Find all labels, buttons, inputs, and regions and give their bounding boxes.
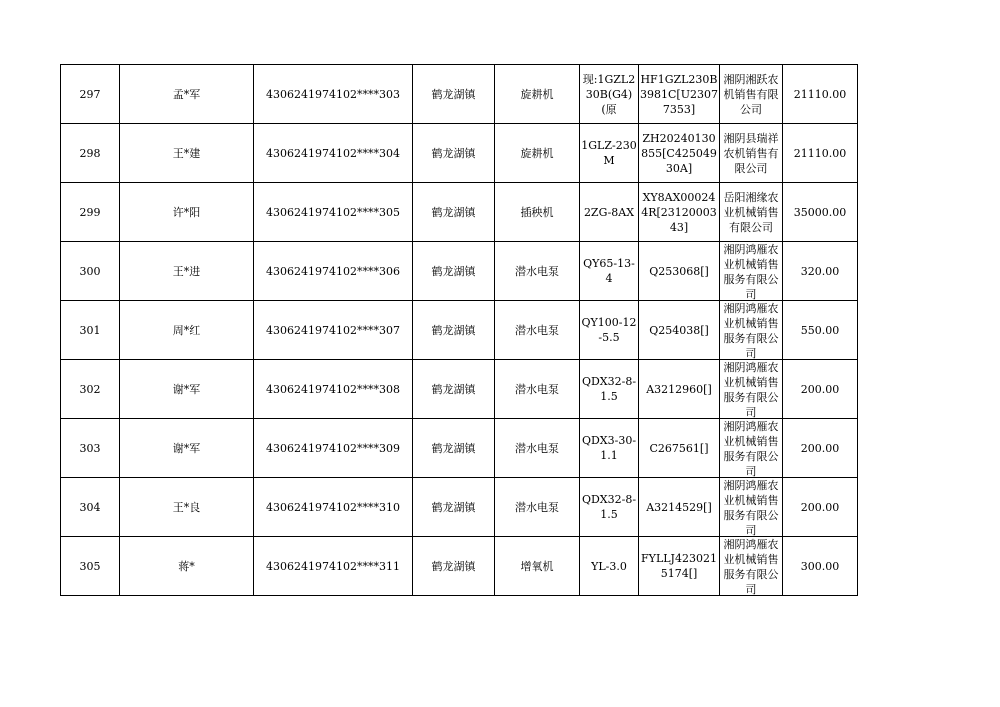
table-row xyxy=(61,65,858,124)
cell-dealer xyxy=(720,360,783,419)
cell-dealer xyxy=(720,478,783,537)
cell-model xyxy=(580,65,639,124)
cell-town: 鹤龙湖镇 xyxy=(413,124,495,183)
table-row xyxy=(61,301,858,360)
cell-serial-number xyxy=(639,478,720,537)
cell-row-number: 302 xyxy=(61,360,120,419)
cell-machine-type: 潜水电泵 xyxy=(495,242,580,301)
cell-subsidy-amount: 200.00 xyxy=(783,360,858,419)
cell-dealer-text: 湘阴湘跃农机销售有限公司 xyxy=(723,72,779,116)
cell-serial-number xyxy=(639,301,720,360)
cell-applicant-name: 周*红 xyxy=(120,301,254,360)
cell-id-number: 4306241974102****306 xyxy=(254,242,413,301)
table-row xyxy=(61,183,858,242)
cell-model-text: 现:1GZL230B(G4)(原 xyxy=(582,72,636,116)
cell-model xyxy=(580,301,639,360)
cell-serial-number-text: XY8AX000244R[2312000343] xyxy=(641,190,717,234)
cell-dealer-text: 湘阴县瑞祥农机销售有限公司 xyxy=(723,131,779,175)
cell-serial-number xyxy=(639,419,720,478)
cell-dealer xyxy=(720,65,783,124)
cell-model xyxy=(580,242,639,301)
cell-dealer xyxy=(720,242,783,301)
cell-town: 鹤龙湖镇 xyxy=(413,478,495,537)
cell-row-number: 301 xyxy=(61,301,120,360)
cell-machine-type: 插秧机 xyxy=(495,183,580,242)
cell-machine-type: 旋耕机 xyxy=(495,124,580,183)
cell-applicant-name: 谢*军 xyxy=(120,360,254,419)
cell-serial-number-text: C267561[] xyxy=(649,441,709,455)
table-row xyxy=(61,360,858,419)
cell-dealer xyxy=(720,301,783,360)
cell-serial-number xyxy=(639,183,720,242)
cell-id-number: 4306241974102****310 xyxy=(254,478,413,537)
table-body xyxy=(61,65,858,596)
cell-row-number: 303 xyxy=(61,419,120,478)
cell-applicant-name: 蒋* xyxy=(120,537,254,596)
cell-id-number: 4306241974102****305 xyxy=(254,183,413,242)
cell-subsidy-amount: 35000.00 xyxy=(783,183,858,242)
cell-id-number: 4306241974102****304 xyxy=(254,124,413,183)
cell-dealer-text: 湘阴鸿雁农业机械销售服务有限公司 xyxy=(723,538,779,595)
table-row xyxy=(61,124,858,183)
cell-dealer-text: 湘阴鸿雁农业机械销售服务有限公司 xyxy=(723,302,779,359)
cell-machine-type: 潜水电泵 xyxy=(495,419,580,478)
cell-applicant-name: 许*阳 xyxy=(120,183,254,242)
cell-subsidy-amount: 300.00 xyxy=(783,537,858,596)
cell-dealer xyxy=(720,124,783,183)
cell-applicant-name: 谢*军 xyxy=(120,419,254,478)
cell-town: 鹤龙湖镇 xyxy=(413,419,495,478)
subsidy-table xyxy=(60,64,858,596)
cell-serial-number xyxy=(639,65,720,124)
cell-id-number: 4306241974102****309 xyxy=(254,419,413,478)
cell-serial-number-text: Q253068[] xyxy=(649,264,709,278)
cell-serial-number xyxy=(639,124,720,183)
cell-id-number: 4306241974102****303 xyxy=(254,65,413,124)
cell-serial-number xyxy=(639,242,720,301)
cell-town: 鹤龙湖镇 xyxy=(413,537,495,596)
cell-model-text: QY100-12-5.5 xyxy=(581,316,637,344)
table-row xyxy=(61,537,858,596)
cell-model-text: QDX3-30-1.1 xyxy=(581,434,637,462)
cell-model xyxy=(580,183,639,242)
cell-model xyxy=(580,478,639,537)
cell-model xyxy=(580,419,639,478)
cell-dealer xyxy=(720,537,783,596)
cell-subsidy-amount: 200.00 xyxy=(783,478,858,537)
cell-machine-type: 旋耕机 xyxy=(495,65,580,124)
table-row xyxy=(61,419,858,478)
table-row xyxy=(61,242,858,301)
cell-dealer-text: 湘阴鸿雁农业机械销售服务有限公司 xyxy=(723,420,779,477)
cell-dealer-text: 湘阴鸿雁农业机械销售服务有限公司 xyxy=(723,243,779,300)
cell-dealer-text: 湘阴鸿雁农业机械销售服务有限公司 xyxy=(723,361,779,418)
cell-applicant-name: 孟*军 xyxy=(120,65,254,124)
cell-town: 鹤龙湖镇 xyxy=(413,360,495,419)
cell-subsidy-amount: 21110.00 xyxy=(783,124,858,183)
cell-town: 鹤龙湖镇 xyxy=(413,183,495,242)
cell-subsidy-amount: 200.00 xyxy=(783,419,858,478)
cell-model xyxy=(580,360,639,419)
cell-model-text: QY65-13-4 xyxy=(583,257,635,285)
cell-id-number: 4306241974102****307 xyxy=(254,301,413,360)
cell-id-number: 4306241974102****308 xyxy=(254,360,413,419)
cell-applicant-name: 王*建 xyxy=(120,124,254,183)
cell-serial-number xyxy=(639,360,720,419)
cell-serial-number-text: A3212960[] xyxy=(646,382,712,396)
cell-serial-number-text: FYLLJ4230215174[] xyxy=(641,552,717,580)
cell-serial-number xyxy=(639,537,720,596)
cell-dealer xyxy=(720,183,783,242)
cell-town: 鹤龙湖镇 xyxy=(413,301,495,360)
cell-row-number: 305 xyxy=(61,537,120,596)
cell-serial-number-text: Q254038[] xyxy=(649,323,709,337)
cell-row-number: 300 xyxy=(61,242,120,301)
cell-dealer-text: 湘阴鸿雁农业机械销售服务有限公司 xyxy=(723,479,779,536)
cell-serial-number-text: A3214529[] xyxy=(646,500,712,514)
cell-town: 鹤龙湖镇 xyxy=(413,242,495,301)
cell-dealer-text: 岳阳湘缘农业机械销售有限公司 xyxy=(723,190,779,234)
cell-row-number: 298 xyxy=(61,124,120,183)
cell-subsidy-amount: 550.00 xyxy=(783,301,858,360)
cell-machine-type: 增氧机 xyxy=(495,537,580,596)
cell-row-number: 304 xyxy=(61,478,120,537)
cell-subsidy-amount: 21110.00 xyxy=(783,65,858,124)
cell-town: 鹤龙湖镇 xyxy=(413,65,495,124)
cell-subsidy-amount: 320.00 xyxy=(783,242,858,301)
cell-dealer xyxy=(720,419,783,478)
cell-row-number: 297 xyxy=(61,65,120,124)
cell-model-text: 2ZG-8AX xyxy=(583,205,635,219)
cell-applicant-name: 王*进 xyxy=(120,242,254,301)
cell-applicant-name: 王*良 xyxy=(120,478,254,537)
cell-model-text: YL-3.0 xyxy=(591,559,627,573)
cell-serial-number-text: HF1GZL230B3981C[U23077353] xyxy=(640,72,718,116)
cell-model xyxy=(580,124,639,183)
cell-model xyxy=(580,537,639,596)
table-row xyxy=(61,478,858,537)
cell-machine-type: 潜水电泵 xyxy=(495,478,580,537)
cell-machine-type: 潜水电泵 xyxy=(495,360,580,419)
cell-id-number: 4306241974102****311 xyxy=(254,537,413,596)
cell-serial-number-text: ZH20240130855[C42504930A] xyxy=(641,131,717,175)
cell-model-text: 1GLZ-230M xyxy=(581,139,637,167)
cell-machine-type: 潜水电泵 xyxy=(495,301,580,360)
cell-model-text: QDX32-8-1.5 xyxy=(581,493,637,521)
cell-model-text: QDX32-8-1.5 xyxy=(581,375,637,403)
cell-row-number: 299 xyxy=(61,183,120,242)
